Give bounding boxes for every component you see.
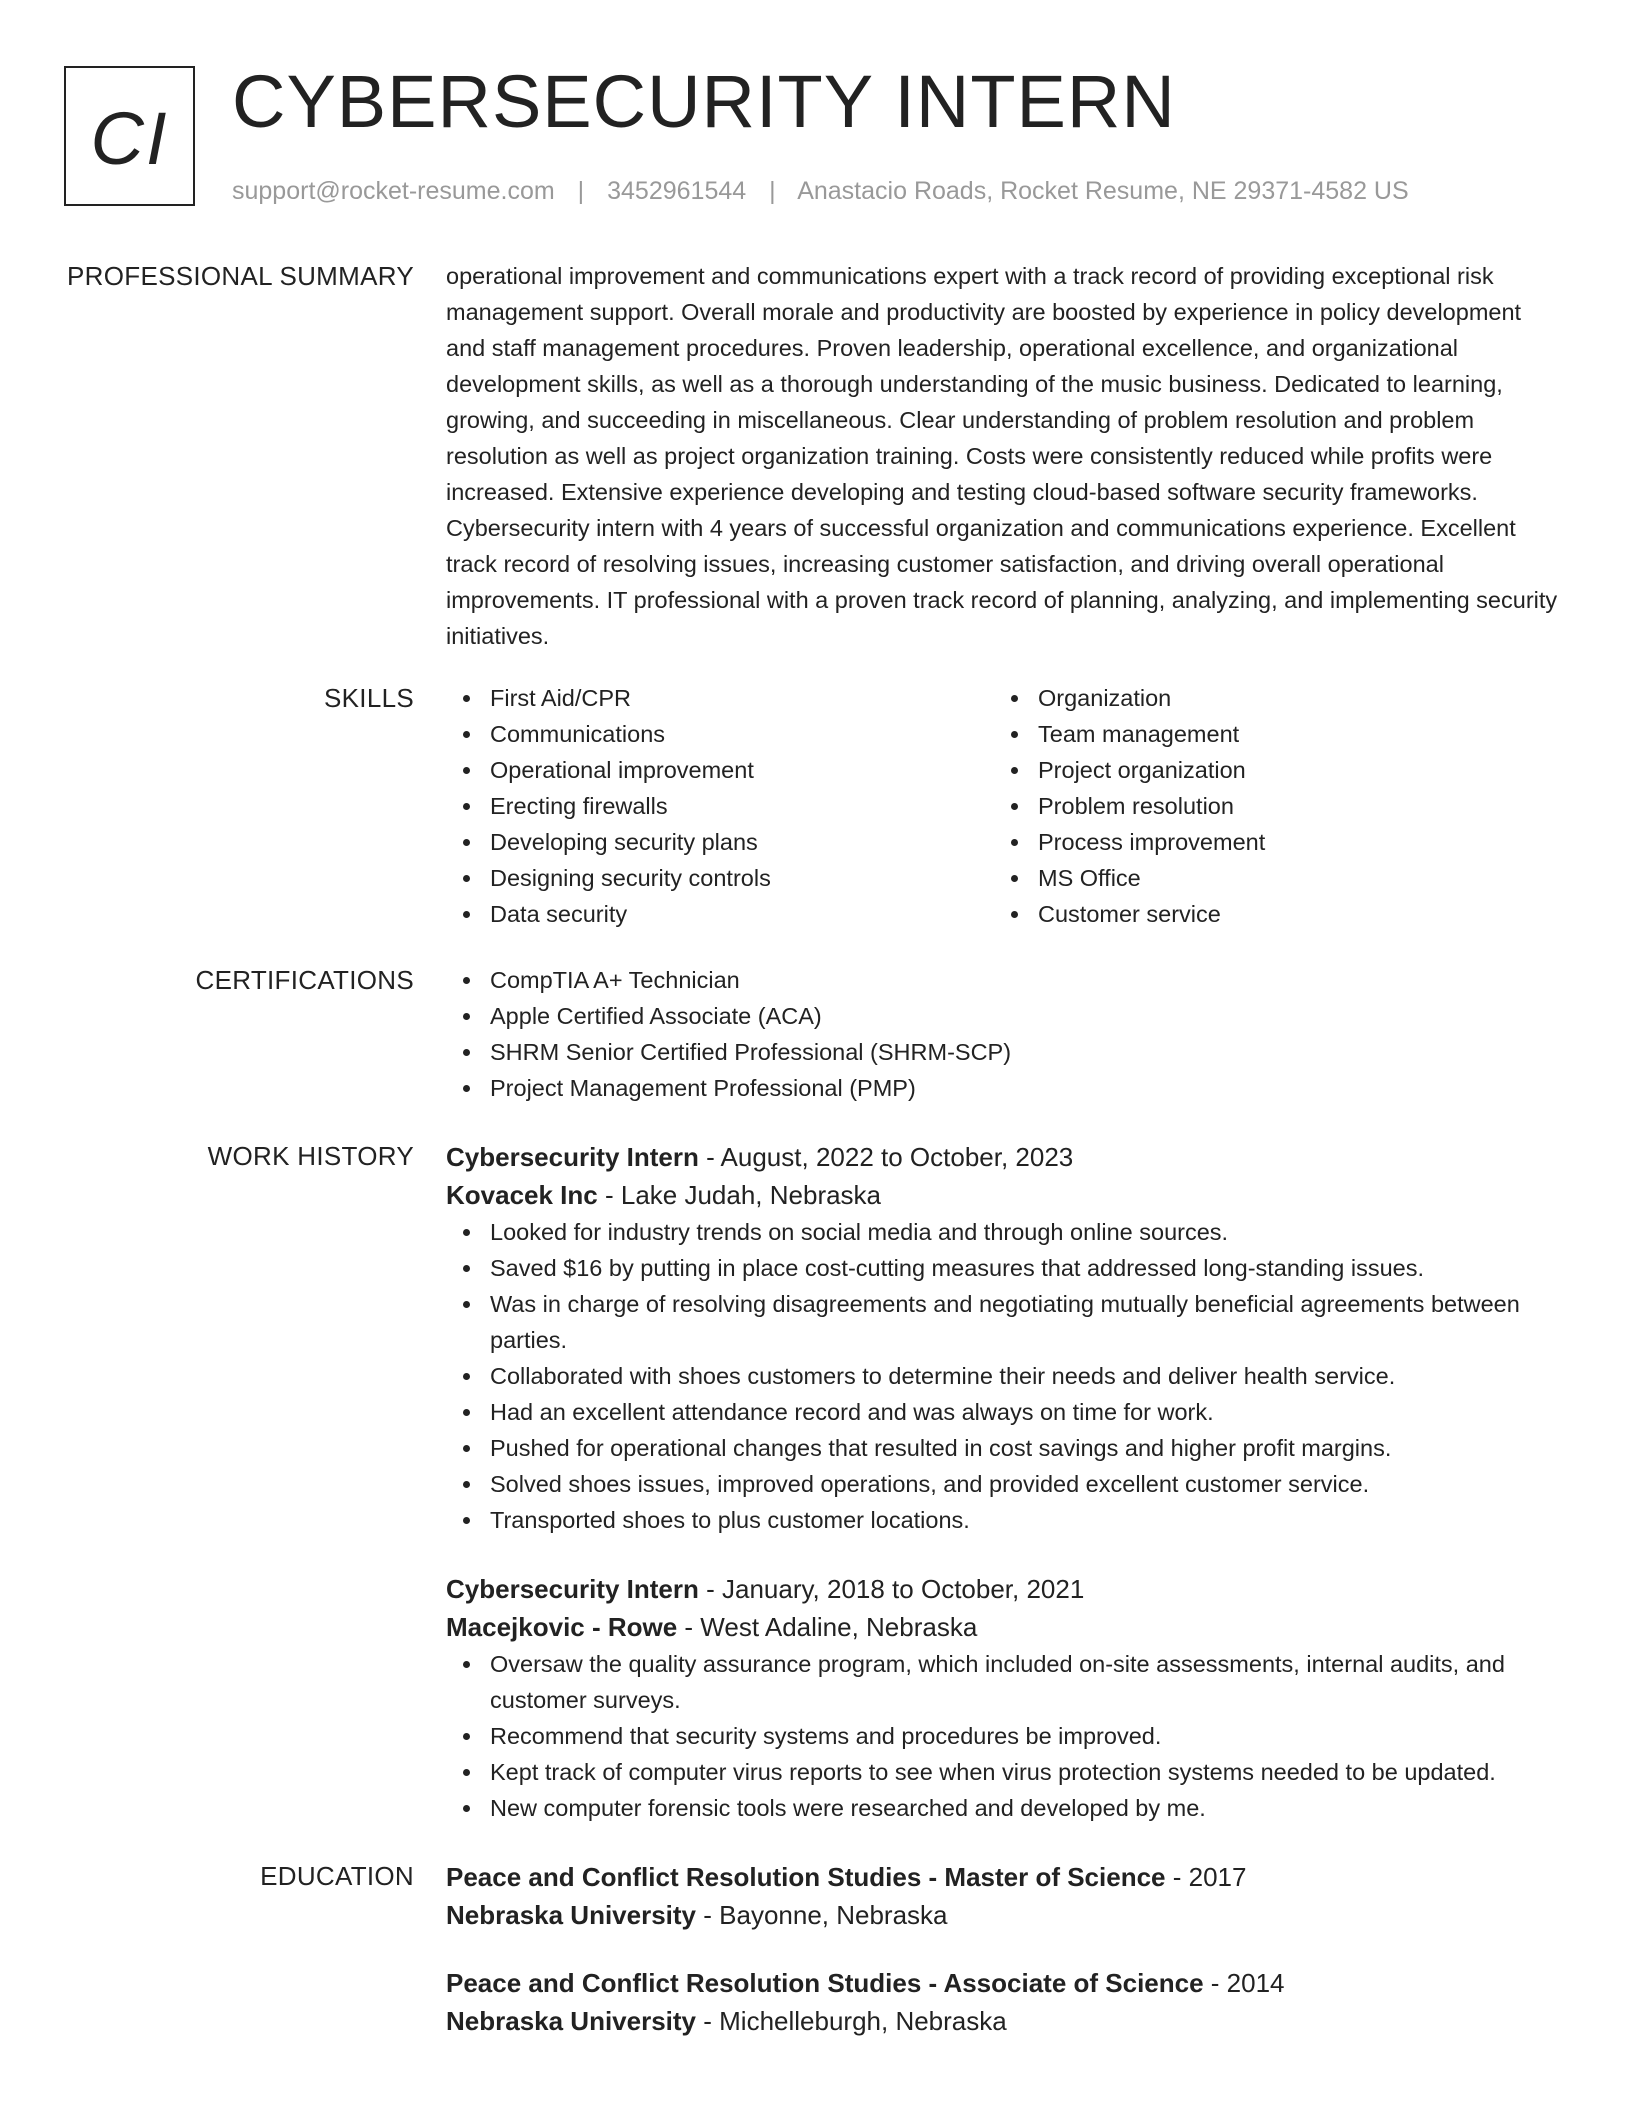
job-company-line xyxy=(446,1608,1566,1646)
job-duty: Recommend that security systems and procedures be improved. xyxy=(446,1718,1566,1754)
job-location: - West Adaline, Nebraska xyxy=(677,1612,978,1642)
education-year: - 2014 xyxy=(1203,1968,1285,1998)
skill-item: MS Office xyxy=(994,860,1542,896)
job-duty: Transported shoes to plus customer locations. xyxy=(446,1502,1566,1538)
skills-columns xyxy=(446,680,1566,932)
skills-list-right xyxy=(994,680,1542,932)
contact-address: Anastacio Roads, Rocket Resume, NE 29371-4582 US xyxy=(797,177,1409,205)
contact-email[interactable]: support@rocket-resume.com xyxy=(232,177,555,205)
job-duty: Collaborated with shoes customers to determine their needs and deliver health service. xyxy=(446,1358,1566,1394)
job-duty: Had an excellent attendance record and was always on time for work. xyxy=(446,1394,1566,1430)
skill-item: Operational improvement xyxy=(446,752,994,788)
education-school-line xyxy=(446,1896,1566,1934)
section-label-skills: SKILLS xyxy=(324,683,414,713)
job-duty: Saved $16 by putting in place cost-cutting measures that addressed long-standing issues. xyxy=(446,1250,1566,1286)
section-label-work-history: WORK HISTORY xyxy=(207,1141,414,1171)
section-label-certifications: CERTIFICATIONS xyxy=(195,965,414,995)
job-title: Cybersecurity Intern xyxy=(446,1574,699,1604)
skill-item: Process improvement xyxy=(994,824,1542,860)
certification-item: SHRM Senior Certified Professional (SHRM-SCP) xyxy=(446,1034,1566,1070)
summary-text: operational improvement and communications expert with a track record of providing exceptional risk management support. Overall morale and productivity are boosted by experience in policy development and staff management procedures. Proven leadership, operational excellence, and organizational development skills, as well as a thorough understanding of the music business. Dedicated to learning, growing, and succeeding in miscellaneous. Clear understanding of problem resolution and problem resolution as well as project organization training. Costs were consistently reduced while profits were increased. Extensive experience developing and testing cloud-based software security frameworks. Cybersecurity intern with 4 years of successful organization and communications experience. Excellent track record of resolving issues, increasing customer satisfaction, and driving overall operational improvements. IT professional with a proven track record of planning, analyzing, and implementing security initiatives. xyxy=(446,263,1558,649)
section-certifications xyxy=(0,962,1632,1106)
education-location: - Bayonne, Nebraska xyxy=(696,1900,948,1930)
job-location: - Lake Judah, Nebraska xyxy=(597,1180,882,1210)
job-duties-list xyxy=(446,1214,1566,1538)
education-entry xyxy=(446,1858,1566,1934)
section-work-history xyxy=(0,1138,1632,1858)
summary-body xyxy=(446,258,1566,654)
job-title-line xyxy=(446,1570,1566,1608)
education-year: - 2017 xyxy=(1165,1862,1247,1892)
section-label-education: EDUCATION xyxy=(260,1861,414,1891)
contact-separator: | xyxy=(769,177,776,205)
resume-title: CYBERSECURITY INTERN xyxy=(232,60,1176,143)
job-company: Macejkovic - Rowe xyxy=(446,1612,678,1642)
job-company-line xyxy=(446,1176,1566,1214)
skill-item: Data security xyxy=(446,896,994,932)
skill-item: Organization xyxy=(994,680,1542,716)
contact-line xyxy=(232,176,1409,206)
skill-item: First Aid/CPR xyxy=(446,680,994,716)
job-duty: Oversaw the quality assurance program, which included on-site assessments, internal audits, and customer surveys. xyxy=(446,1646,1566,1718)
section-label-summary: PROFESSIONAL SUMMARY xyxy=(67,261,414,291)
skills-list-left xyxy=(446,680,994,932)
job-duty: Kept track of computer virus reports to see when virus protection systems needed to be updated. xyxy=(446,1754,1566,1790)
job-duty: Solved shoes issues, improved operations, and provided excellent customer service. xyxy=(446,1466,1566,1502)
education-location: - Michelleburgh, Nebraska xyxy=(696,2006,1007,2036)
job-duty: Pushed for operational changes that resulted in cost savings and higher profit margins. xyxy=(446,1430,1566,1466)
education-school: Nebraska University xyxy=(446,2006,697,2036)
skill-item: Communications xyxy=(446,716,994,752)
skill-item: Designing security controls xyxy=(446,860,994,896)
skill-item: Problem resolution xyxy=(994,788,1542,824)
skill-item: Developing security plans xyxy=(446,824,994,860)
resume-content xyxy=(0,258,1632,2070)
job-company: Kovacek Inc xyxy=(446,1180,598,1210)
certifications-body xyxy=(446,962,1566,1106)
certification-item: CompTIA A+ Technician xyxy=(446,962,1566,998)
skill-item: Team management xyxy=(994,716,1542,752)
education-body xyxy=(446,1858,1566,2070)
education-degree: Peace and Conflict Resolution Studies - Associate of Science xyxy=(446,1968,1204,1998)
section-summary xyxy=(0,258,1632,654)
education-degree-line xyxy=(446,1964,1566,2002)
job-dates: - January, 2018 to October, 2021 xyxy=(698,1574,1085,1604)
job-title: Cybersecurity Intern xyxy=(446,1142,699,1172)
monogram-initials: CI xyxy=(90,96,169,180)
job-duty: New computer forensic tools were researched and developed by me. xyxy=(446,1790,1566,1826)
certification-item: Project Management Professional (PMP) xyxy=(446,1070,1566,1106)
job-entry xyxy=(446,1138,1566,1538)
education-school: Nebraska University xyxy=(446,1900,697,1930)
job-title-line xyxy=(446,1138,1566,1176)
certifications-list xyxy=(446,962,1566,1106)
section-skills xyxy=(0,680,1632,932)
contact-phone[interactable]: 3452961544 xyxy=(607,177,747,205)
contact-separator: | xyxy=(577,177,585,205)
education-degree: Peace and Conflict Resolution Studies - Master of Science xyxy=(446,1862,1166,1892)
job-duties-list xyxy=(446,1646,1566,1826)
job-duty: Looked for industry trends on social media and through online sources. xyxy=(446,1214,1566,1250)
section-education xyxy=(0,1858,1632,2070)
education-school-line xyxy=(446,2002,1566,2040)
skill-item: Customer service xyxy=(994,896,1542,932)
monogram-box xyxy=(64,66,195,206)
job-duty: Was in charge of resolving disagreements and negotiating mutually beneficial agreements between parties. xyxy=(446,1286,1566,1358)
work-history-body xyxy=(446,1138,1566,1858)
education-entry xyxy=(446,1964,1566,2040)
job-dates: - August, 2022 to October, 2023 xyxy=(698,1142,1074,1172)
skill-item: Project organization xyxy=(994,752,1542,788)
skill-item: Erecting firewalls xyxy=(446,788,994,824)
job-entry xyxy=(446,1570,1566,1826)
education-degree-line xyxy=(446,1858,1566,1896)
certification-item: Apple Certified Associate (ACA) xyxy=(446,998,1566,1034)
